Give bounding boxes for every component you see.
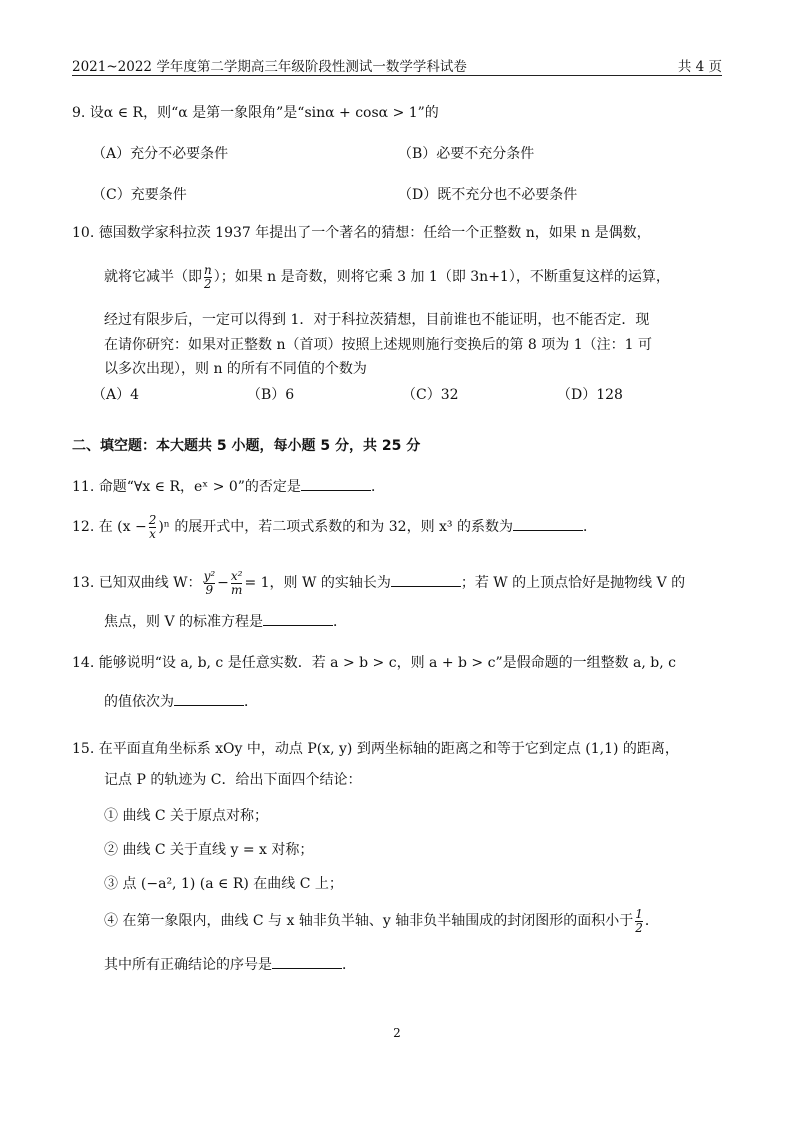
q13-line2-text: 焦点，则 V 的标准方程是 <box>104 614 264 630</box>
q11-answer-blank <box>301 476 371 491</box>
q11 <box>72 476 385 498</box>
q12-text-a: 12. 在 (x − <box>72 519 147 535</box>
q15-item-1: ① 曲线 C 关于原点对称； <box>104 808 269 824</box>
q10-frac-num: n <box>204 262 212 277</box>
q14-line2 <box>104 691 258 713</box>
q15-item-4-end: ． <box>644 913 659 929</box>
q15-line2: 记点 P 的轨迹为 C．给出下面四个结论： <box>104 772 362 788</box>
q12 <box>72 510 597 544</box>
q15-answer-blank <box>272 954 342 969</box>
q15-item-4 <box>104 904 659 938</box>
q10-line2 <box>104 262 670 292</box>
q9-option-a: （A）充分不必要条件 <box>92 146 229 162</box>
q9-option-d: （D）既不充分也不必要条件 <box>398 187 578 203</box>
q12-end: ． <box>582 519 597 535</box>
q15-last-end: ． <box>342 957 356 973</box>
q15-line1: 15. 在平面直角坐标系 xOy 中，动点 P(x, y) 到两坐标轴的距离之和等于它到定点 (1,1) 的距离， <box>72 741 679 757</box>
q15-item-4-text: ④ 在第一象限内，曲线 C 与 x 轴非负半轴、y 轴非负半轴围成的封闭图形的面积小于 <box>104 913 634 929</box>
q12-answer-blank <box>513 516 583 531</box>
q15-frac-den: 2 <box>635 920 643 935</box>
q10-line1: 10. 德国数学家科拉茨 1937 年提出了一个著名的猜想：任给一个正整数 n，如果 n 是偶数， <box>72 225 651 241</box>
q15-item-3: ③ 点 (−a², 1) (a ∈ R) 在曲线 C 上； <box>104 876 343 892</box>
q13-fraction-y <box>204 570 216 597</box>
q12-frac-den: x <box>149 526 156 541</box>
q15-item-4-fraction <box>635 908 643 935</box>
q12-frac-num: 2 <box>148 512 157 527</box>
q13-frac1-num: y² <box>203 568 216 583</box>
q9-option-b: （B）必要不充分条件 <box>398 146 535 162</box>
q13-frac2-num: x² <box>230 568 243 583</box>
q14-line2-end: ． <box>244 694 258 710</box>
header-page-count: 共 4 页 <box>677 59 722 75</box>
q13-text-b: = 1，则 W 的实轴长为 <box>244 575 391 591</box>
q11-text: 11. 命题“∀x ∈ R，eˣ > 0”的否定是 <box>72 479 301 495</box>
q11-end: ． <box>370 479 385 495</box>
q14-answer-blank <box>174 691 244 706</box>
q10-line4: 在请你研究：如果对正整数 n（首项）按照上述规则施行变换后的第 8 项为 1（注：1 可 <box>104 337 652 353</box>
q13-text-a: 13. 已知双曲线 W： <box>72 575 202 591</box>
q9-option-c: （C）充要条件 <box>92 187 187 203</box>
q15-frac-num: 1 <box>635 906 643 921</box>
q13-line1 <box>72 566 685 600</box>
q12-text-b: )ⁿ 的展开式中，若二项式系数的和为 32，则 x³ 的系数为 <box>158 519 513 535</box>
q12-fraction <box>149 514 157 541</box>
q10-frac-den: 2 <box>204 276 212 291</box>
header-title: 2021~2022 学年度第二学期高三年级阶段性测试一数学学科试卷 <box>72 59 467 75</box>
q13-frac2-den: m <box>230 582 243 597</box>
q13-answer-blank-2 <box>263 611 333 626</box>
q10-line2-b: ）；如果 n 是奇数，则将它乘 3 加 1（即 3n+1），不断重复这样的运算， <box>213 269 670 285</box>
q10-option-c: （C）32 <box>402 387 459 403</box>
page-number: 2 <box>393 1026 401 1040</box>
q15-last-text: 其中所有正确结论的序号是 <box>104 957 272 973</box>
q13-fraction-x <box>231 570 243 597</box>
q10-line2-a: 就将它减半（即 <box>104 269 202 285</box>
q15-item-2: ② 曲线 C 关于直线 y = x 对称； <box>104 842 314 858</box>
q13-minus: − <box>217 575 229 591</box>
q15-last <box>104 954 356 976</box>
q10-line5: 以多次出现），则 n 的所有不同值的个数为 <box>104 361 367 377</box>
q10-line3: 经过有限步后，一定可以得到 1．对于科拉茨猜想，目前谁也不能证明，也不能否定．现 <box>104 312 650 328</box>
q14-line1: 14. 能够说明“设 a, b, c 是任意实数．若 a > b > c，则 a + b > c”是假命题的一组整数 a, b, c <box>72 655 677 671</box>
q13-text-c: ；若 W 的上顶点恰好是抛物线 V 的 <box>460 575 686 591</box>
q14-line2-text: 的值依次为 <box>104 694 174 710</box>
q10-option-b: （B）6 <box>247 387 295 403</box>
q13-frac1-den: 9 <box>205 582 214 597</box>
q13-line2-end: ． <box>333 614 348 630</box>
page-header <box>72 53 722 76</box>
q13-answer-blank-1 <box>391 572 461 587</box>
q10-fraction <box>204 264 212 291</box>
q10-option-a: （A）4 <box>92 387 140 403</box>
q13-line2 <box>104 611 347 633</box>
section-2-title: 二、填空题：本大题共 5 小题，每小题 5 分，共 25 分 <box>72 438 421 454</box>
q9-stem: 9. 设α ∈ R，则“α 是第一象限角”是“sinα + cosα > 1”的 <box>72 105 439 121</box>
q10-option-d: （D）128 <box>557 387 623 403</box>
